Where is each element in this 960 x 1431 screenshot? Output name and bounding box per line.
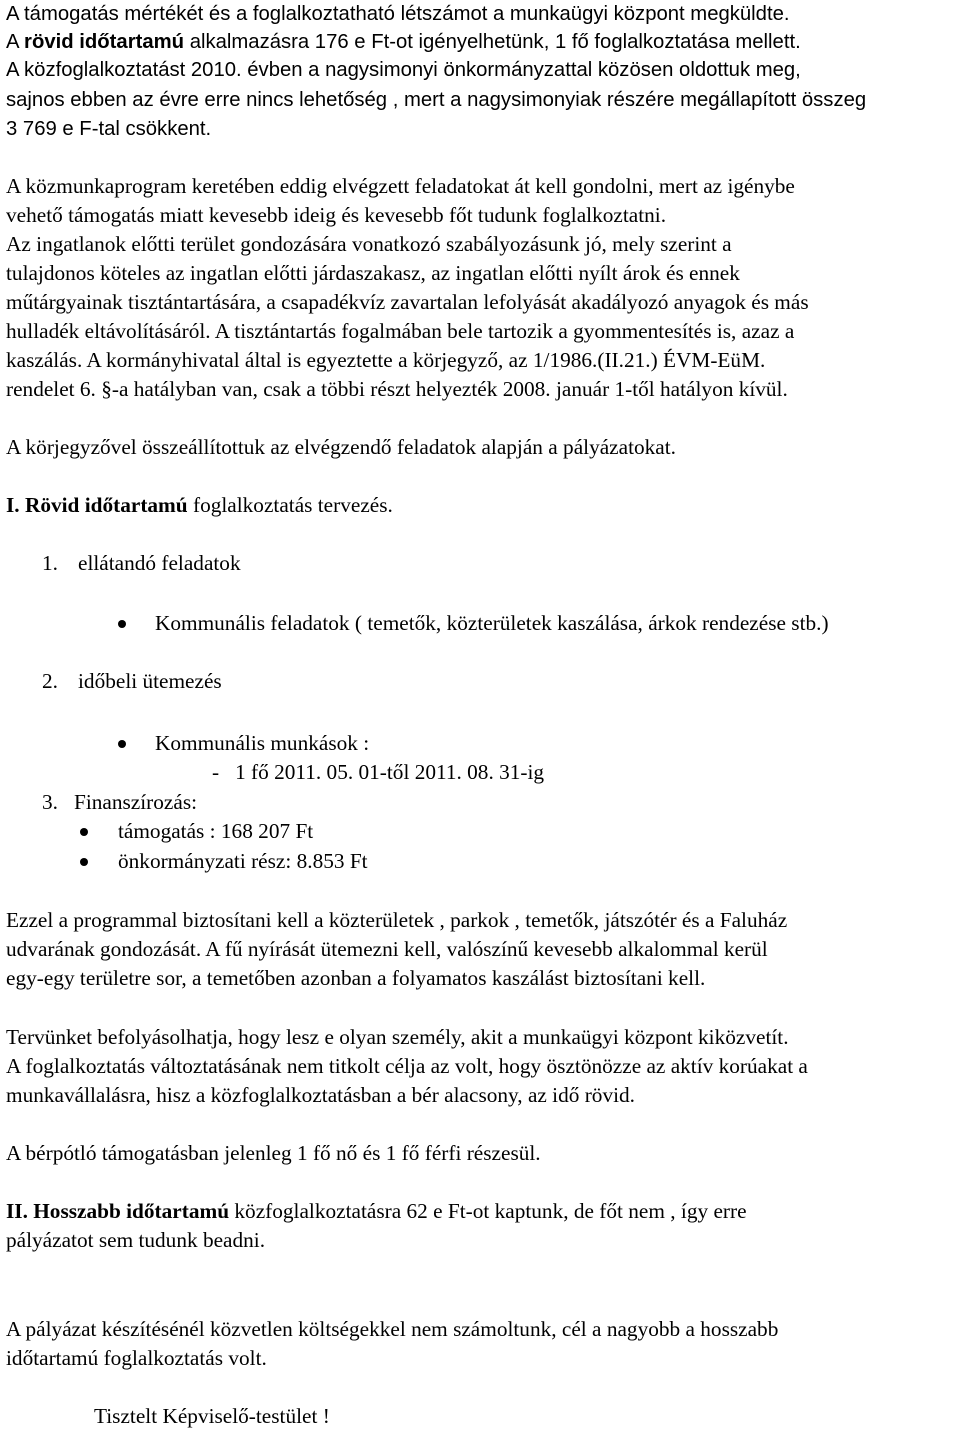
terv-line-3: munkavállalásra, hisz a közfoglalkoztatásban a bér alacsony, az idő rövid.	[6, 1083, 635, 1107]
ingatlan-line-2: tulajdonos köteles az ingatlan előtti járdaszakasz, az ingatlan előtti nyílt árok és ennek	[6, 261, 740, 285]
ingatlan-line-1: Az ingatlanok előtti terület gondozására vonatkozó szabályozásunk jó, mely szerint a	[6, 232, 732, 256]
kozmunka-line-2: vehető támogatás miatt kevesebb ideig és kevesebb főt tudunk foglalkoztatni.	[6, 203, 667, 227]
intro-line-1: A támogatás mértékét és a foglalkoztatható létszámot a munkaügyi központ megküldte.	[6, 3, 790, 25]
ingatlan-line-5: kaszálás. A kormányhivatal által is egyeztette a körjegyző, az 1/1986.(II.21.) ÉVM-EüM.	[6, 348, 766, 372]
section-1-heading: I. Rövid időtartamú foglalkoztatás tervezés.	[6, 493, 393, 517]
palyazat-line-2: időtartamú foglalkoztatás volt.	[6, 1346, 267, 1370]
list-item-2-number: 2.	[42, 669, 58, 693]
korjegyzo-paragraph: A körjegyzővel összeállítottuk az elvégzendő feladatok alapján a pályázatokat.	[6, 435, 676, 459]
intro-line-3: A közfoglalkoztatást 2010. évben a nagysimonyi önkormányzattal közösen oldottuk meg,	[6, 59, 801, 81]
list-item-1-number: 1.	[42, 551, 58, 575]
program-line-3: egy-egy területre sor, a temetőben azonban a folyamatos kaszálást biztosítani kell.	[6, 966, 706, 990]
ingatlan-line-4: hulladék eltávolításáról. A tisztántartás fogalmában bele tartozik a gyommentesítés is, azaz a	[6, 319, 795, 343]
list-item-2-bullet: Kommunális munkások :	[155, 731, 370, 755]
list-item-3-label: Finanszírozás:	[74, 790, 198, 814]
list-item-3-number: 3.	[42, 790, 58, 814]
intro-line-4: sajnos ebben az évre erre nincs lehetőség , mert a nagysimonyiak részére megállapított összeg	[6, 89, 867, 111]
section-2-line-2: pályázatot sem tudunk beadni.	[6, 1228, 266, 1252]
ingatlan-line-6: rendelet 6. §-a hatályban van, csak a többi részt helyezték 2008. január 1-től hatályon kívül.	[6, 377, 788, 401]
list-item-3-bullet-1: támogatás : 168 207 Ft	[118, 819, 314, 843]
kozmunka-line-1: A közmunkaprogram keretében eddig elvégzett feladatokat át kell gondolni, mert az igénybe	[6, 174, 795, 198]
closing-salutation: Tisztelt Képviselő-testület !	[94, 1404, 330, 1428]
palyazat-line-1: A pályázat készítésénél közvetlen költségekkel nem számoltunk, cél a nagyobb a hosszabb	[6, 1317, 779, 1341]
program-line-1: Ezzel a programmal biztosítani kell a közterületek , parkok , temetők, játszótér és a Faluház	[6, 908, 788, 932]
bullet-icon	[118, 620, 126, 628]
terv-line-1: Tervünket befolyásolhatja, hogy lesz e olyan személy, akit a munkaügyi központ kiközvetít.	[6, 1025, 789, 1049]
list-item-2-sub: - 1 fő 2011. 05. 01-től 2011. 08. 31-ig	[212, 760, 545, 784]
bullet-icon	[80, 828, 88, 836]
intro-line-5: 3 769 e F-tal csökkent.	[6, 118, 212, 140]
list-item-1-label: ellátandó feladatok	[78, 551, 241, 575]
list-item-2-label: időbeli ütemezés	[78, 669, 222, 693]
ingatlan-line-3: műtárgyainak tisztántartására, a csapadékvíz zavartalan lefolyását akadályozó anyagok és más	[6, 290, 809, 314]
terv-line-2: A foglalkoztatás változtatásának nem titkolt célja az volt, hogy ösztönözze az aktív korúakat a	[6, 1054, 808, 1078]
section-2-line-1: II. Hosszabb időtartamú közfoglalkoztatásra 62 e Ft-ot kaptunk, de főt nem , így erre	[6, 1199, 747, 1223]
bullet-icon	[80, 858, 88, 866]
intro-line-2: A rövid időtartamú alkalmazásra 176 e Ft-ot igényelhetünk, 1 fő foglalkoztatása mellett.	[6, 31, 801, 53]
emphasis-rovid: rövid időtartamú	[24, 31, 185, 53]
list-item-3-bullet-2: önkormányzati rész: 8.853 Ft	[118, 849, 368, 873]
bullet-icon	[118, 740, 126, 748]
list-item-1-bullet: Kommunális feladatok ( temetők, közterületek kaszálása, árkok rendezése stb.)	[155, 611, 829, 635]
berpotlo-paragraph: A bérpótló támogatásban jelenleg 1 fő nő és 1 fő férfi részesül.	[6, 1141, 541, 1165]
program-line-2: udvarának gondozását. A fű nyírását ütemezni kell, valószínű kevesebb alkalommal kerül	[6, 937, 768, 961]
